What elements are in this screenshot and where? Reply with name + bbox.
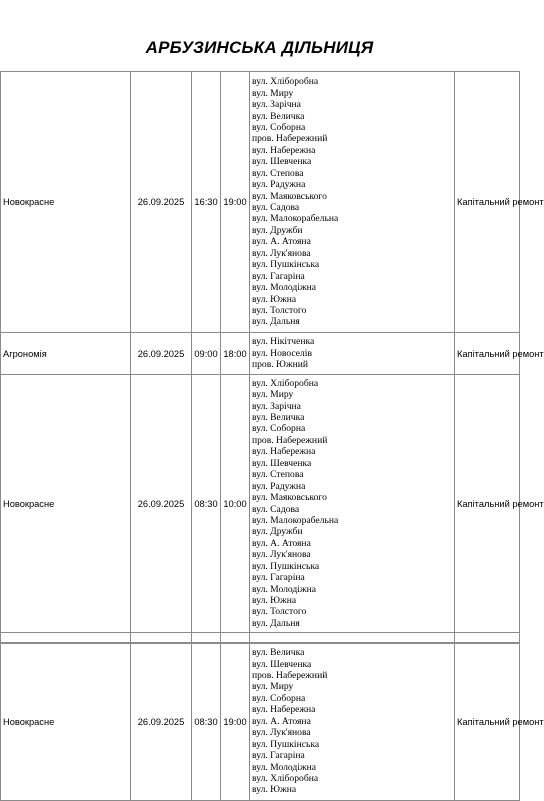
street-item: вул. Набережна [252,704,316,716]
street-item: вул. Набережна [252,446,316,458]
streets-cell [250,375,455,633]
street-item: вул. А. Атояна [252,537,311,549]
settlement-cell: Новокрасне [1,643,131,801]
street-item: вул. Шевченка [252,658,312,670]
street-item: вул. Молодіжна [252,583,316,595]
page-title: АРБУЗИНСЬКА ДІЛЬНИЦЯ [145,38,374,57]
streets-cell [250,72,455,333]
street-item: вул. Хліборобна [252,772,319,784]
street-item: пров. Набережний [252,670,328,682]
street-item: вул. Хліборобна [252,76,319,88]
settlement-cell: Новокрасне [1,375,131,633]
street-item: вул. Хліборобна [252,377,319,389]
start-time-cell: 08:30 [192,375,221,633]
end-time-cell: 19:00 [221,72,250,333]
settlement-cell: Новокрасне [1,72,131,333]
street-item: вул. Степова [252,469,304,481]
street-item: вул. Гагаріна [252,572,305,584]
street-item: вул. Шевченка [252,156,312,168]
street-item: вул. Миру [252,389,294,401]
street-item: вул. Соборна [252,692,306,704]
settlement-cell: Агрономія [1,333,131,375]
street-item: вул. Дальня [252,316,300,328]
streets-cell [250,333,455,375]
streets-cell [250,643,455,801]
street-item: вул. Лук'янова [252,247,311,259]
outage-table-continued [0,642,544,801]
street-item: вул. Гагаріна [252,750,305,762]
street-item: вул. Новоселів [252,347,313,359]
reason-cell: Капітальний ремонт [455,333,520,375]
start-time-cell: 16:30 [192,72,221,333]
street-item: вул. Садова [252,202,300,213]
end-time-cell: 18:00 [221,333,250,375]
street-item: вул. А. Атояна [252,715,311,727]
street-item: вул. Зарічна [252,99,301,111]
street-item: вул. Миру [252,681,294,693]
street-item: вул. Пушкінська [252,560,320,572]
street-item: вул. Гагаріна [252,270,305,282]
street-item: вул. Дружби [252,526,303,538]
street-item: вул. Дальня [252,617,300,629]
date-cell: 26.09.2025 [131,643,192,801]
street-item: вул. Толстого [252,304,307,316]
street-item: вул. Шевченка [252,457,312,469]
table-row [1,643,520,801]
street-item: вул. Молодіжна [252,761,316,773]
street-item: вул. Маяковського [252,492,327,504]
street-item: вул. А. Атояна [252,236,311,248]
street-item: вул. Южна [252,784,297,796]
street-item: вул. Лук'янова [252,727,311,739]
street-item: вул. Малокорабельна [252,213,339,225]
street-item: вул. Нікітченка [252,336,315,348]
reason-cell: Капітальний ремонт [455,72,520,333]
street-item: вул. Соборна [252,423,306,435]
date-cell: 26.09.2025 [131,375,192,633]
street-item: пров. Набережний [252,434,328,446]
reason-cell: Капітальний ремонт [455,643,520,801]
end-time-cell: 19:00 [221,643,250,801]
street-item: вул. Соборна [252,121,306,133]
reason-cell: Капітальний ремонт [455,375,520,633]
street-item: вул. Пушкінська [252,259,320,271]
street-item: вул. Южна [252,595,297,606]
street-item: вул. Величка [252,647,305,659]
street-item: вул. Степова [252,167,304,179]
street-item: вул. Пушкінська [252,738,320,750]
outage-table [0,71,544,644]
street-item: вул. Молодіжна [252,282,316,294]
street-item: вул. Радужна [252,480,306,492]
street-item: вул. Миру [252,87,294,99]
date-cell: 26.09.2025 [131,72,192,333]
street-item: вул. Толстого [252,606,307,618]
street-item: вул. Малокорабельна [252,514,339,526]
street-item: вул. Зарічна [252,400,301,412]
start-time-cell: 09:00 [192,333,221,375]
date-cell: 26.09.2025 [131,333,192,375]
street-item: пров. Набережний [252,133,328,145]
street-item: вул. Величка [252,412,305,423]
table-row [1,375,520,633]
street-item: вул. Лук'янова [252,549,311,561]
table-row [1,333,520,375]
end-time-cell: 10:00 [221,375,250,633]
street-item: вул. Маяковського [252,190,327,202]
street-item: вул. Садова [252,503,300,515]
start-time-cell: 08:30 [192,643,221,801]
street-item: вул. Величка [252,110,305,122]
street-item: вул. Южна [252,293,297,305]
street-item: пров. Южний [252,359,309,371]
street-item: вул. Радужна [252,179,306,191]
street-item: вул. Дружби [252,224,303,236]
street-item: вул. Набережна [252,144,316,156]
table-row [1,72,520,333]
